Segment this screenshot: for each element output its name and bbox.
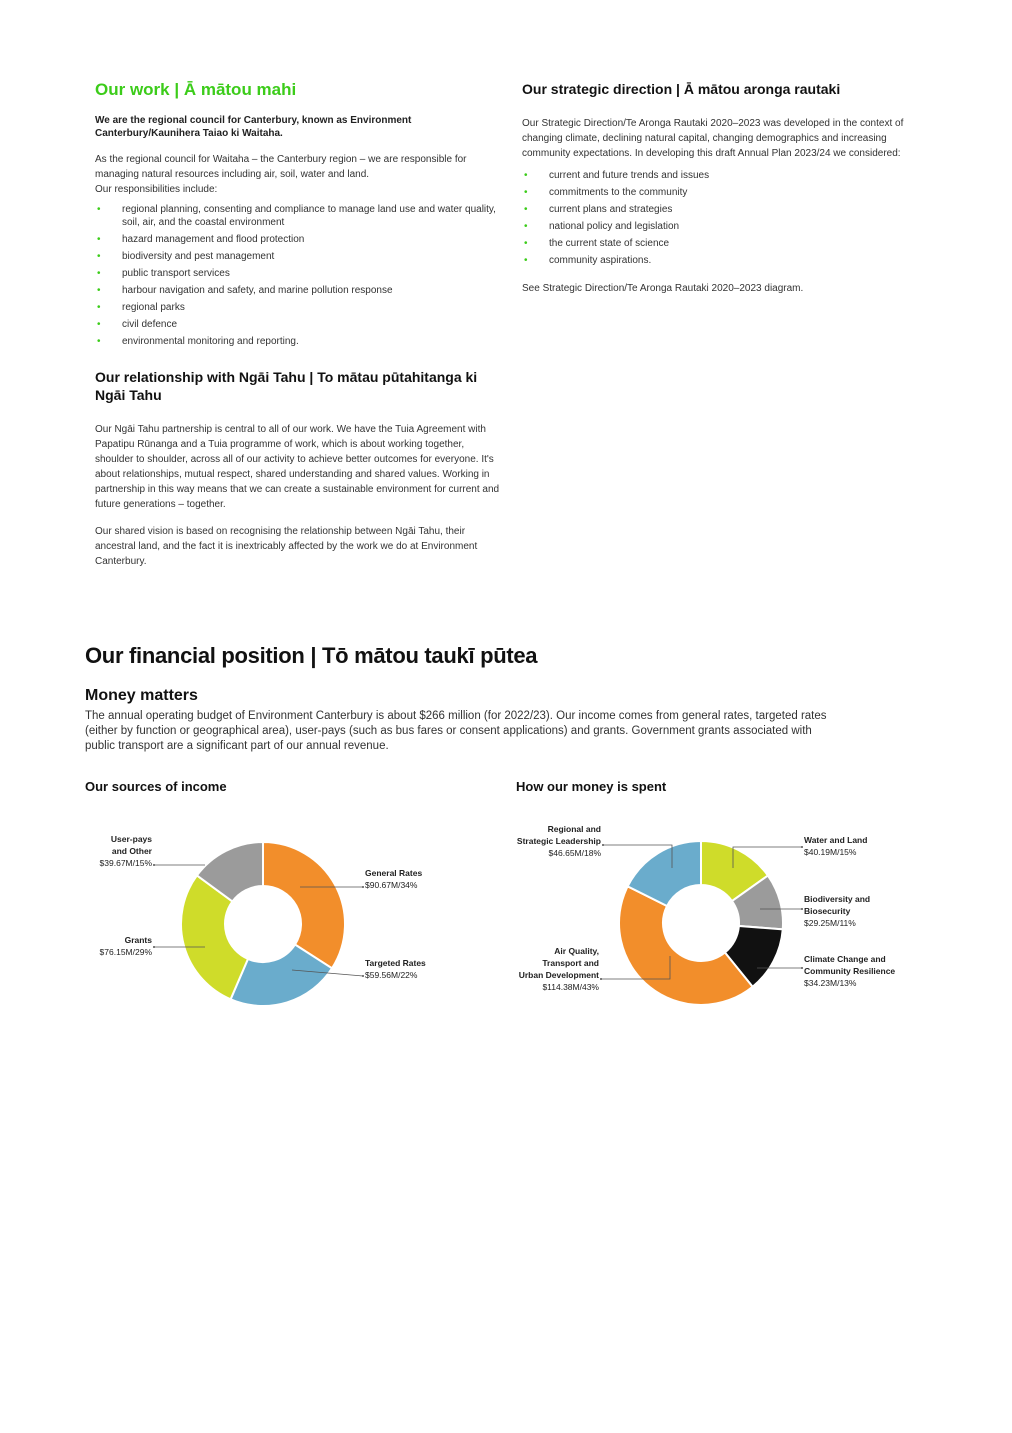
leader-dot: [362, 886, 364, 888]
bullet-icon: •: [524, 221, 528, 232]
leader-dot: [153, 946, 155, 948]
leader-dot: [600, 978, 602, 980]
list-item: • regional parks: [97, 302, 185, 313]
bullet-icon: •: [97, 319, 101, 330]
list-item: • commitments to the community: [524, 187, 688, 198]
slice-label-line: Urban Development: [518, 970, 599, 980]
list-item: • environmental monitoring and reporting.: [97, 336, 299, 347]
relationship-para-2: Our shared vision is based on recognising the relationship between Ngāi Tahu, their ancestral land, and the fact it is inextricably affected by the work we do at Environment Canterbury.: [95, 526, 478, 567]
slice-value-label: $40.19M/15%: [804, 847, 857, 857]
bullet-icon: •: [97, 234, 101, 245]
leader-dot: [801, 908, 803, 910]
slice-label-line: Grants: [124, 935, 152, 945]
slice-label-line: User-pays: [110, 834, 152, 844]
bullet-icon: •: [97, 302, 101, 313]
bullet-icon: •: [97, 251, 101, 262]
slice-label-line: Transport and: [542, 958, 599, 968]
slice-label-line: Biosecurity: [804, 906, 851, 916]
slice-label: [519, 946, 600, 992]
slice-label: [804, 894, 870, 928]
slice-label: [365, 958, 426, 980]
bullet-icon: •: [97, 204, 101, 215]
bullet-icon: •: [524, 255, 528, 266]
our-work-heading: Our work | Ā mātou mahi: [95, 80, 297, 99]
list-item: • hazard management and flood protection: [97, 234, 305, 245]
slice-label-line: Water and Land: [804, 835, 868, 845]
strategic-intro: Our Strategic Direction/Te Aronga Rautaki 2020–2023 was developed in the context of changing climate, declining natural capital, changing demographics and increasing community expectations. In developing this draft Annual Plan 2023/24 we considered:: [522, 118, 904, 159]
bullet-icon: •: [97, 268, 101, 279]
our-work-intro-bold: We are the regional council for Canterbury, known as Environment Canterbury/Kaunihera Taiao ki Waitaha.: [95, 115, 412, 139]
money-matters-heading: Money matters: [85, 687, 198, 704]
slice-label: [517, 824, 602, 858]
list-item: • the current state of science: [524, 238, 670, 249]
slice-label-line: Air Quality,: [554, 946, 599, 956]
money-matters-para: The annual operating budget of Environment Canterbury is about $266 million (for 2022/23). Our income comes from general rates, targeted rates (either by function or geographical area), user-pays (such as bus fares or consent applications) and grants. Government grants associated with public transport are a significant part of our annual revenue.: [85, 710, 827, 752]
income-chart-title: Our sources of income: [85, 779, 227, 794]
slice-value-label: $46.65M/18%: [548, 848, 601, 858]
strategic-see: See Strategic Direction/Te Aronga Rautaki 2020–2023 diagram.: [522, 283, 804, 294]
bullet-icon: •: [97, 336, 101, 347]
spending-chart-title: How our money is spent: [516, 779, 667, 794]
slice-value-label: $76.15M/29%: [99, 947, 152, 957]
slice-label-line: Strategic Leadership: [516, 836, 601, 846]
list-item: • national policy and legislation: [524, 221, 680, 232]
slice-label-line: Targeted Rates: [365, 958, 426, 968]
slice-value-label: $29.25M/11%: [804, 918, 856, 928]
slice-label: [365, 868, 422, 890]
slice-label-line: Regional and: [547, 824, 601, 834]
slice-label-line: Biodiversity and: [804, 894, 871, 904]
list-item: • harbour navigation and safety, and marine pollution response: [97, 285, 393, 296]
bullet-icon: •: [524, 187, 528, 198]
slice-label-line: Climate Change and: [804, 954, 886, 964]
strategic-heading: Our strategic direction | Ā mātou aronga rautaki: [522, 81, 841, 97]
leader-dot: [362, 975, 364, 977]
slice-label-line: and Other: [111, 846, 152, 856]
list-item: • public transport services: [97, 268, 230, 279]
our-work-intro: As the regional council for Waitaha – the Canterbury region – we are responsible for managing natural resources including air, soil, water and land.: [95, 154, 467, 180]
list-item: • regional planning, consenting and compliance to manage land use and water quality, soil, air, and the coastal environment: [97, 204, 496, 228]
slice-value-label: $90.67M/34%: [365, 880, 418, 890]
bullet-icon: •: [524, 238, 528, 249]
responsibilities-lead: Our responsibilities include:: [95, 184, 218, 195]
relationship-para-1: Our Ngāi Tahu partnership is central to all of our work. We have the Tuia Agreement with Papatipu Rūnanga and a Tuia programme of work, which is about working together, shoulder to shoulder, across all of our activity to achieve better outcomes for everyone. It's about relationships, mutual respect, shared understanding and shared values. Working in partnership in this way means that we can create a sustainable environment for current and future generations – together.: [95, 424, 500, 510]
bullet-icon: •: [524, 204, 528, 215]
slice-label-line: Community Resilience: [804, 966, 896, 976]
list-item: • current plans and strategies: [524, 204, 673, 215]
financial-heading: Our financial position | Tō mātou taukī pūtea: [85, 643, 538, 668]
slice-label: [100, 834, 153, 868]
slice-value-label: $59.56M/22%: [365, 970, 418, 980]
leader-dot: [801, 967, 803, 969]
list-item: • current and future trends and issues: [524, 170, 710, 181]
slice-value-label: $34.23M/13%: [804, 978, 857, 988]
leader-dot: [801, 846, 803, 848]
list-item: • civil defence: [97, 319, 178, 330]
leader-dot: [153, 864, 155, 866]
slice-label: [804, 954, 895, 988]
leader-dot: [602, 844, 604, 846]
slice-value-label: $39.67M/15%: [99, 858, 152, 868]
bullet-icon: •: [524, 170, 528, 181]
slice-value-label: $114.38M/43%: [542, 982, 599, 992]
list-item: • community aspirations.: [524, 255, 652, 266]
relationship-heading: Our relationship with Ngāi Tahu | To mātau pūtahitanga ki Ngāi Tahu: [95, 369, 478, 403]
bullet-icon: •: [97, 285, 101, 296]
slice-label: [804, 835, 867, 857]
slice-label: [100, 935, 153, 957]
slice-label-line: General Rates: [365, 868, 423, 878]
list-item: • biodiversity and pest management: [97, 251, 275, 262]
